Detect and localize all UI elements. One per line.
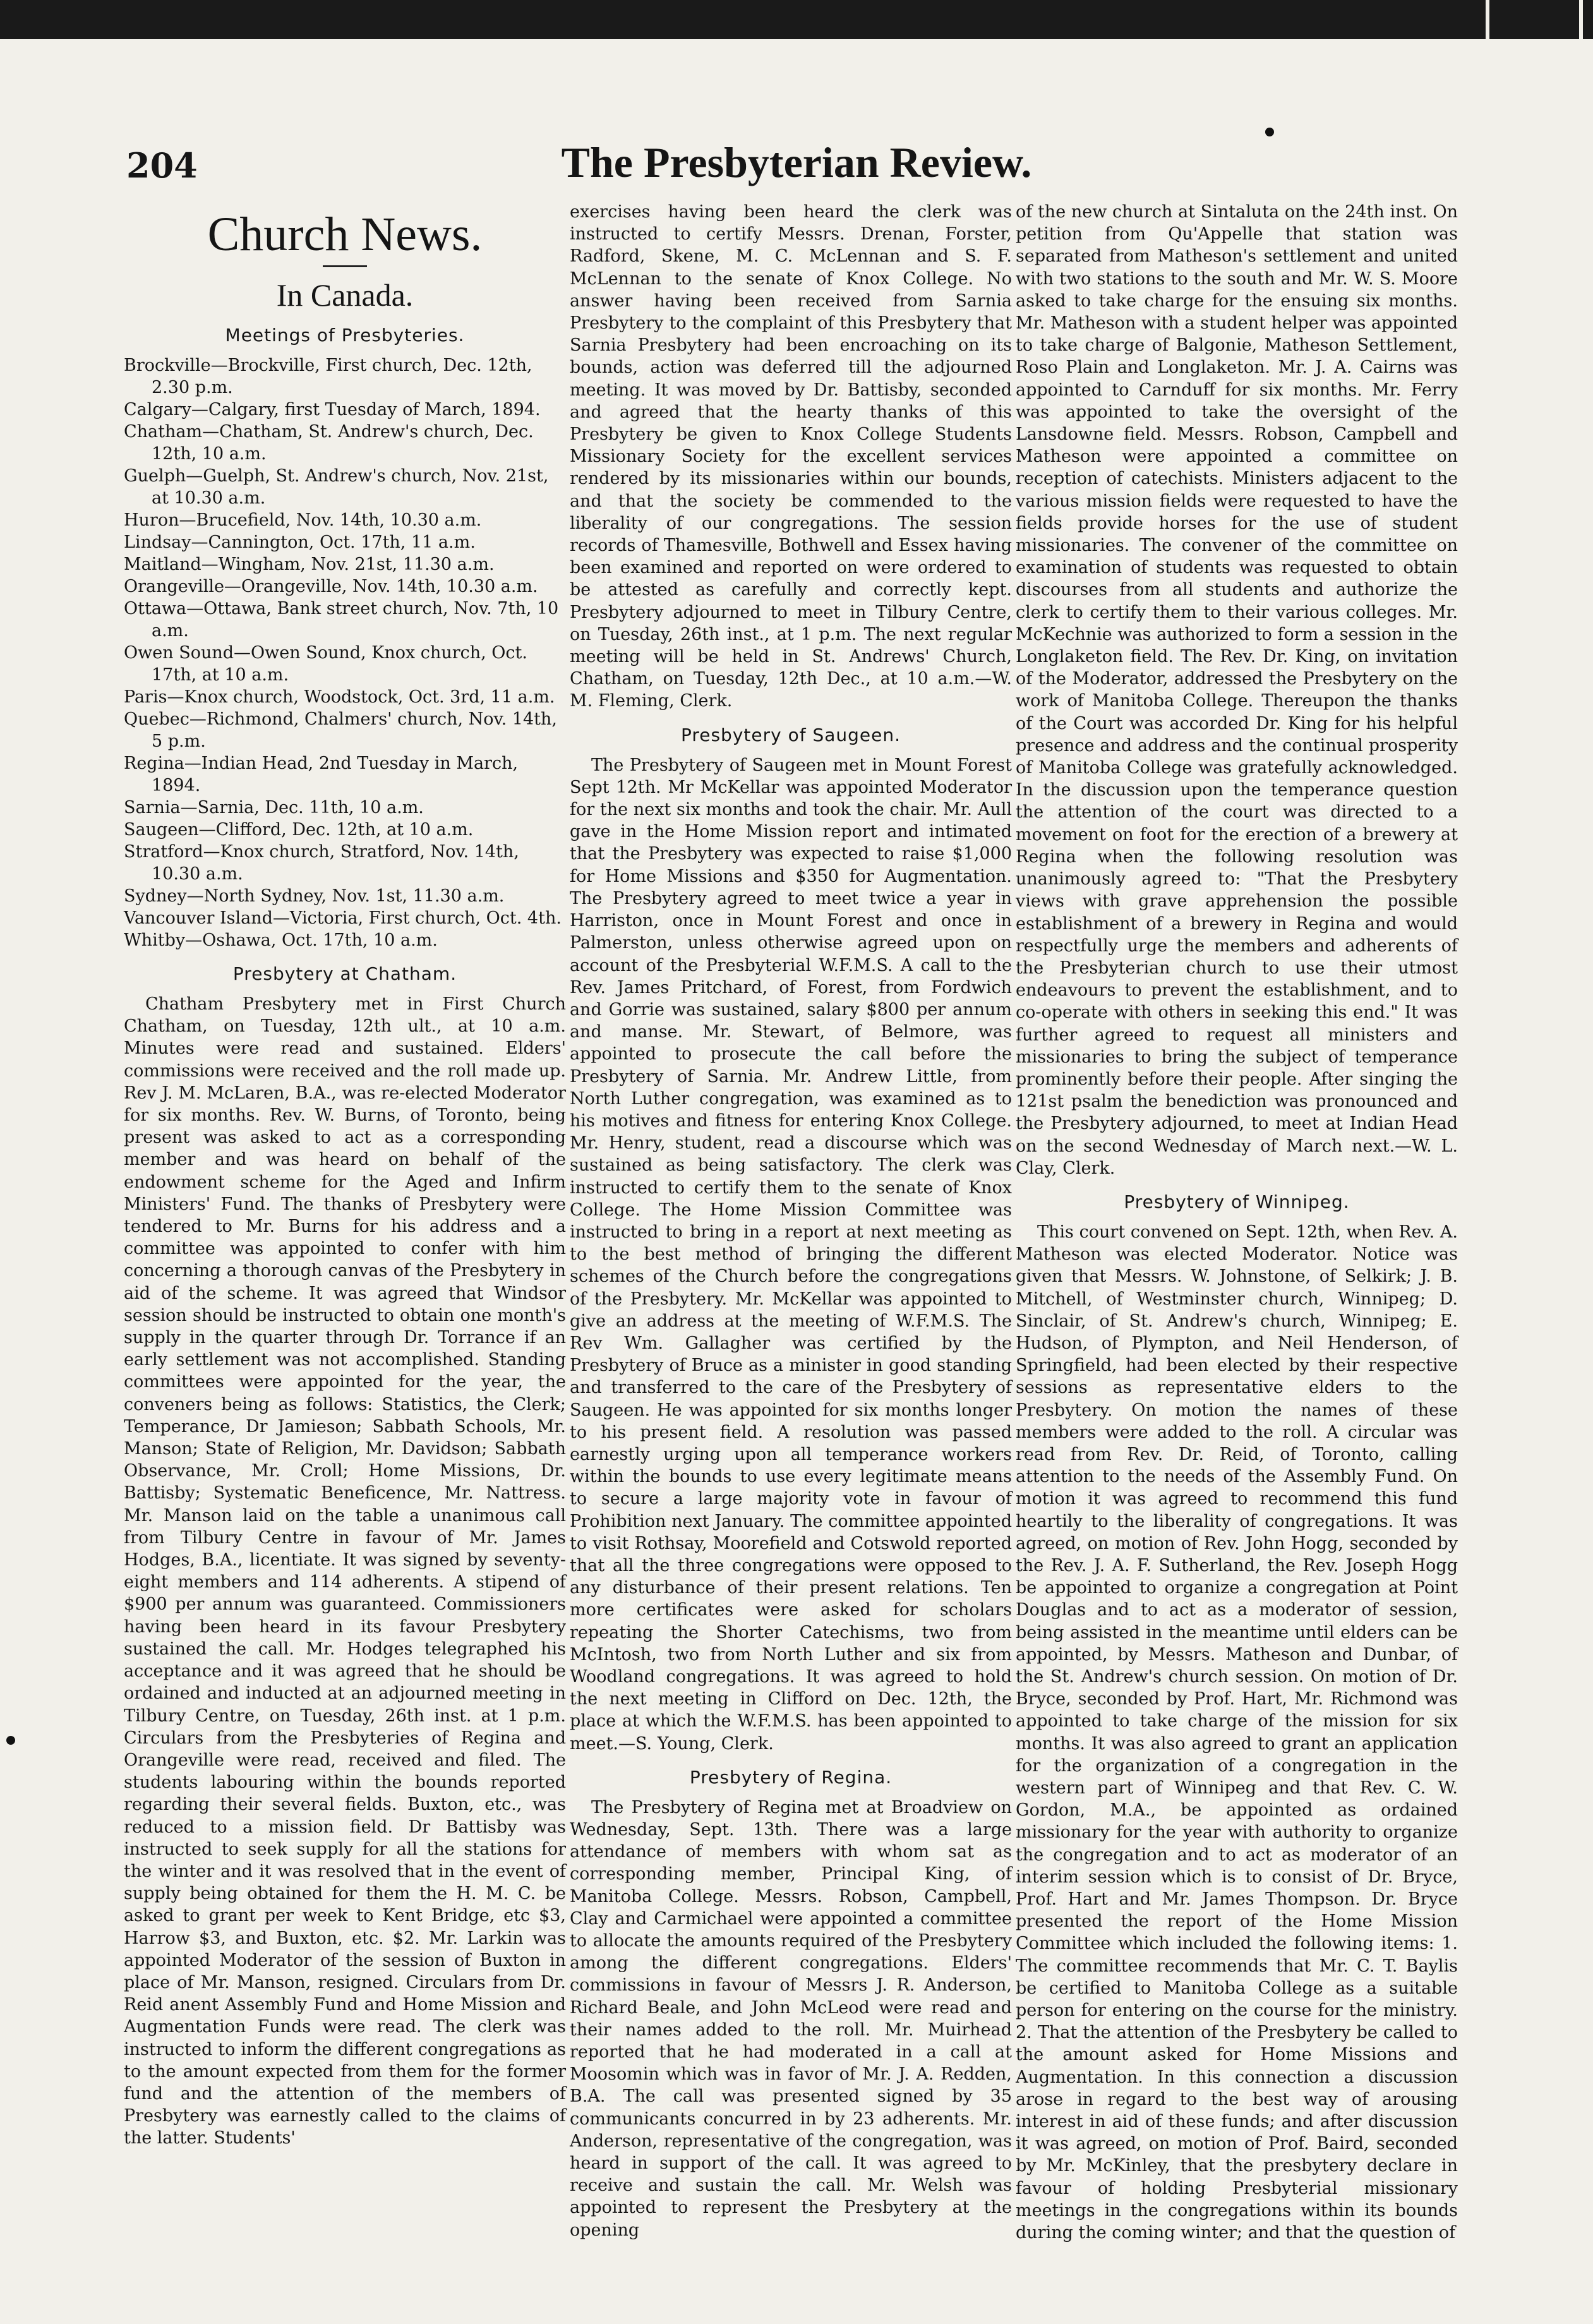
article-body: of the new church at Sintaluta on the 24th inst. On petition from Qu'Appelle that station was separated from Matheson's settlement and united with two stations to the south and Mr. W. S. Moore asked to take charge for the ensuing six months. Mr. Matheson with a student helper was appointed to take charge of Balgonie, Matheson Settlement, Roso Plain and Longlaketon. Mr. J. A. Cairns was appointed to Carnduff for six months. Mr. Ferry was appointed to take the oversight of the Lansdowne field. Messrs. Robson, Campbell and Matheson were appointed a committee on reception of catechists. Ministers adjacent to the various mission fields were requested to have the fields provide horses for the use of student missionaries. The convener of the committee on examination of students was requested to obtain discourses from all students and authorize the clerk to certify them to their various colleges. Mr. McKechnie was authorized to form a session in the Longlaketon field. The Rev. Dr. King, on invitation of the Moderator, addressed the Presbytery on the work of Manitoba College. Thereupon the thanks of the Court was accorded Dr. King for his helpful presence and address and the continual prosperity of Manitoba College was gratefully acknowledged. In the discussion upon the temperance question the attention of the court was directed to a movement on foot for the erection of a brewery at Regina when the following resolution was unanimously agreed to: "That the Presbytery views with grave apprehension the possible establishment of a brewery in Regina and would respectfully urge the members and adherents of the Presbyterian church to use their utmost endeavours to prevent the establishment, and to co-operate with others in seeking this end." It was further agreed to request all ministers and missionaries to bring the subject of temperance prominently before their people. After singing the 121st psalm the benediction was pronounced and the Presbytery adjourned, to meet at Indian Head on the second Wednesday of March next.—W. L. Clay, Clerk.	[1016, 202, 1458, 1178]
meeting-item: Sydney—North Sydney, Nov. 1st, 11.30 a.m.	[124, 886, 505, 906]
meeting-item: Vancouver Island—Victoria, First church, Oct. 4th.	[124, 908, 562, 928]
article-heading: Presbytery at Chatham.	[232, 963, 457, 984]
article-body: The Presbytery of Saugeen met in Mount Forest Sept 12th. Mr McKellar was appointed Moderator for the next six months and took the chair. Mr. Aull gave in the Home Mission report and intimated that the Presbytery was expected to raise $1,000 for Home Missions and $350 for Augmentation. The Presbytery agreed to meet twice a year in Harriston, once in Mount Forest and once in Palmerston, unless otherwise agreed upon on account of the Presbyterial W.F.M.S. A call to the Rev. James Pritchard, of Forest, from Fordwich and Gorrie was sustained, salary $800 per annum and manse. Mr. Stewart, of Belmore, was appointed to prosecute the call before the Presbytery of Sarnia. Mr. Andrew Little, from North Luther congregation, was examined as to his motives and fitness for entering Knox College. Mr. Henry, student, read a discourse which was sustained as being satisfactory. The clerk was instructed to certify them to the senate of Knox College. The Home Mission Committee was instructed to bring in a report at next meeting as to the best method of bringing the different schemes of the Church before the congregations of the Presbytery. Mr. McKellar was appointed to give an address at the meeting of W.F.M.S. The Rev Wm. Gallagher was certified by the Presbytery of Bruce as a minister in good standing and transferred to the care of the Presbytery of Saugeen. He was appointed for six months longer to his present field. A resolution was passed earnestly urging upon all temperance workers within the bounds to use every legitimate means to secure a large majority vote in favour of Prohibition next January. The committee appointed to visit Rothsay, Moorefield and Cotswold reported that all the three congregations were opposed to any disturbance of their present relations. Ten more certificates were asked for scholars repeating the Shorter Catechisms, two from McIntosh, two from North Luther and six from Woodland congregations. It was agreed to hold the next meeting in Clifford on Dec. 12th, the place at which the W.F.M.S. has been appointed to meet.—S. Young, Clerk.	[570, 755, 1012, 1754]
article-body: This court convened on Sept. 12th, when Rev. A. Matheson was elected Moderator. Notice was given that Messrs. W. Johnstone, of Selkirk; J. B. Mitchell, of Westminster church, Winnipeg; D. Sinclair, of St. Andrew's church, Winnipeg; E. Hudson, of Plympton, and Neil Henderson, of Springfield, had been elected by their respective sessions as representative elders to the Presbytery. On motion the names of these members were added to the roll. A circular was read from Rev. Dr. Reid, of Toronto, calling attention to the needs of the Assembly Fund. On motion it was agreed to recommend this fund heartily to the liberality of congregations. It was agreed, on motion of Rev. John Hogg, seconded by the Rev. J. A. F. Sutherland, the Rev. Joseph Hogg be appointed to organize a congregation at Point Douglas and to act as a moderator of session, being assisted in the meantime until elders can be appointed, by Messrs. Matheson and Dunbar, of the St. Andrew's church session. On motion of Dr. Bryce, seconded by Prof. Hart, Mr. Richmond was appointed to take charge of the mission for six months. It was also agreed to grant an application for the organization of a congregation in the western part of Winnipeg and that Rev. C. W. Gordon, M.A., be appointed as ordained missionary for the year with authority to organize the congregation and to act as moderator of an interim session which is to consist of Dr. Bryce, Prof. Hart and Mr. James Thompson. Dr. Bryce presented the report of the Home Mission Committee which included the following items: 1. The committee recommends that Mr. C. T. Baylis be certified to Manitoba College as a suitable person for entering on the course for the ministry. 2. That the attention of the Presbytery be called to the amount asked for Home Missions and Augmentation. In this connection a discussion arose in regard to the best way of arousing interest in aid of these funds; and after discussion it was agreed, on motion of Prof. Baird, seconded by Mr. McKinley, that the presbytery declare in favour of holding Presbyterial missionary meetings in the congregations within its bounds during the coming winter; and that the question of	[1016, 1222, 1458, 2243]
meeting-item: Huron—Brucefield, Nov. 14th, 10.30 a.m.	[124, 510, 482, 530]
meetings-list	[124, 354, 566, 951]
meeting-item: Chatham—Chatham, St. Andrew's church, Dec. 12th, 10 a.m.	[124, 422, 534, 464]
meeting-item: Orangeville—Orangeville, Nov. 14th, 10.30 a.m.	[124, 577, 538, 596]
column-1	[124, 201, 566, 2150]
article-heading: Presbytery of Regina.	[689, 1766, 893, 1788]
column-2	[570, 201, 1012, 2241]
meeting-item: Maitland—Wingham, Nov. 21st, 11.30 a.m.	[124, 555, 495, 574]
article-body: The Presbytery of Regina met at Broadview on Wednesday, Sept. 13th. There was a large attendance of members with whom sat as corresponding member, Principal King, of Manitoba College. Messrs. Robson, Campbell, Clay and Carmichael were appointed a committee to allocate the amounts required of the Presbytery among the different congregations. Elders' commissions in favour of Messrs J. R. Anderson, Richard Beale, and John McLeod were read and their names added to the roll. Mr. Muirhead reported that he had moderated in a call at Moosomin which was in favor of Mr. J. A. Redden, B.A. The call was presented signed by 35 communicants concurred in by 23 adherents. Mr. Anderson, representative of the congregation, was heard in support of the call. It was agreed to receive and sustain the call. Mr. Welsh was appointed to represent the Presbytery at the opening	[570, 1797, 1012, 2240]
short-rule	[323, 265, 367, 267]
meeting-item: Brockville—Brockville, First church, Dec. 12th, 2.30 p.m.	[124, 356, 532, 397]
ink-dot	[6, 1736, 15, 1745]
article-body: Chatham Presbytery met in First Church Chatham, on Tuesday, 12th ult., at 10 a.m. Minutes were read and sustained. Elders' commissions were received and the roll made up. Rev J. M. McLaren, B.A., was re-elected Moderator for six months. Rev. W. Burns, of Toronto, being present was asked to act as a corresponding member and was heard on behalf of the endowment scheme for the Aged and Infirm Ministers' Fund. The thanks of Presbytery were tendered to Mr. Burns for his address and a committee was appointed to confer with him concerning a thorough canvas of the Presbytery in aid of the scheme. It was agreed that Windsor session should be instructed to obtain one month's supply in the quarter through Dr. Torrance if an early settlement was not accomplished. Standing committees were appointed for the year, the conveners being as follows: Statistics, the Clerk; Temperance, Dr Jamieson; Sabbath Schools, Mr. Manson; State of Religion, Mr. Davidson; Sabbath Observance, Mr. Croll; Home Missions, Dr. Battisby; Systematic Beneficence, Mr. Nattress. Mr. Manson laid on the table a unanimous call from Tilbury Centre in favour of Mr. James Hodges, B.A., licentiate. It was signed by seventy-eight members and 114 adherents. A stipend of $900 per annum was guaranteed. Commissioners having been heard in its favour Presbytery sustained the call. Mr. Hodges telegraphed his acceptance and it was agreed that he should be ordained and inducted at an adjourned meeting in Tilbury Centre, on Tuesday, 26th inst. at 1 p.m. Circulars from the Presbyteries of Regina and Orangeville were read, received and filed. The students labouring within the bounds reported regarding their several fields. Buxton, etc., was reduced to a mission field. Dr Battisby was instructed to seek supply for all the stations for the winter and it was resolved that in the event of supply being obtained for them the H. M. C. be asked to grant per week to Kent Bridge, etc $3, Harrow $3, and Buxton, etc. $2. Mr. Larkin was appointed Moderator of the session of Buxton in place of Mr. Manson, resigned. Circulars from Dr. Reid anent Assembly Fund and Home Mission and Augmentation Funds were read. The clerk was instructed to inform the different congregations as to the amount expected from them for the former fund and the attention of the members of Presbytery was earnestly called to the claims of the latter. Students'	[124, 994, 566, 2148]
meeting-item: Whitby—Oshawa, Oct. 17th, 10 a.m.	[124, 930, 438, 950]
meeting-item: Lindsay—Cannington, Oct. 17th, 11 a.m.	[124, 533, 476, 552]
article-body: exercises having been heard the clerk was instructed to certify Messrs. Drenan, Forster, Radford, Skene, M. C. McLennan and S. F. McLennan to the senate of Knox College. No answer having been received from Sarnia Presbytery to the complaint of this Presbytery that Sarnia Presbytery had been encroaching on its bounds, action was deferred till the adjourned meeting. It was moved by Dr. Battisby, seconded and agreed that the hearty thanks of this Presbytery be given to Knox College Students Missionary Society for the excellent services rendered by its missionaries within our bounds, and that the society be commended to the liberality of our congregations. The session records of Thamesville, Bothwell and Essex having been examined and reported on were ordered to be attested as carefully and correctly kept. Presbytery adjourned to meet in Tilbury Centre, on Tuesday, 26th inst., at 1 p.m. The next regular meeting will be held in St. Andrews' Church, Chatham, on Tuesday, 12th Dec., at 10 a.m.—W. M. Fleming, Clerk.	[570, 202, 1012, 711]
meeting-item: Regina—Indian Head, 2nd Tuesday in March, 1894.	[124, 754, 519, 795]
article-heading: Presbytery of Saugeen.	[680, 724, 901, 745]
meeting-item: Saugeen—Clifford, Dec. 12th, at 10 a.m.	[124, 820, 474, 840]
article-heading: Presbytery of Winnipeg.	[1124, 1191, 1350, 1212]
meeting-item: Stratford—Knox church, Stratford, Nov. 14th, 10.30 a.m.	[124, 842, 519, 884]
meeting-item: Paris—Knox church, Woodstock, Oct. 3rd, 11 a.m.	[124, 687, 555, 707]
subsection-title: In Canada.	[276, 277, 414, 313]
meeting-item: Guelph—Guelph, St. Andrew's church, Nov. 21st, at 10.30 a.m.	[124, 466, 549, 508]
ink-dot	[1265, 128, 1274, 136]
scan-border-gap	[1579, 0, 1583, 39]
section-title: Church News.	[207, 208, 483, 261]
scan-border	[0, 0, 1593, 39]
meeting-item: Calgary—Calgary, first Tuesday of March, 1894.	[124, 400, 541, 419]
scan-border-gap	[1486, 0, 1489, 39]
meeting-item: Quebec—Richmond, Chalmers' church, Nov. 14th, 5 p.m.	[124, 709, 557, 751]
meeting-item: Owen Sound—Owen Sound, Knox church, Oct. 17th, at 10 a.m.	[124, 643, 527, 685]
meeting-item: Sarnia—Sarnia, Dec. 11th, 10 a.m.	[124, 798, 424, 817]
page-number: 204	[126, 145, 198, 186]
meetings-heading: Meetings of Presbyteries.	[225, 325, 465, 346]
column-3	[1016, 201, 1458, 2244]
meeting-item: Ottawa—Ottawa, Bank street church, Nov. 7th, 10 a.m.	[124, 599, 559, 641]
masthead: The Presbyterian Review.	[561, 138, 1032, 186]
